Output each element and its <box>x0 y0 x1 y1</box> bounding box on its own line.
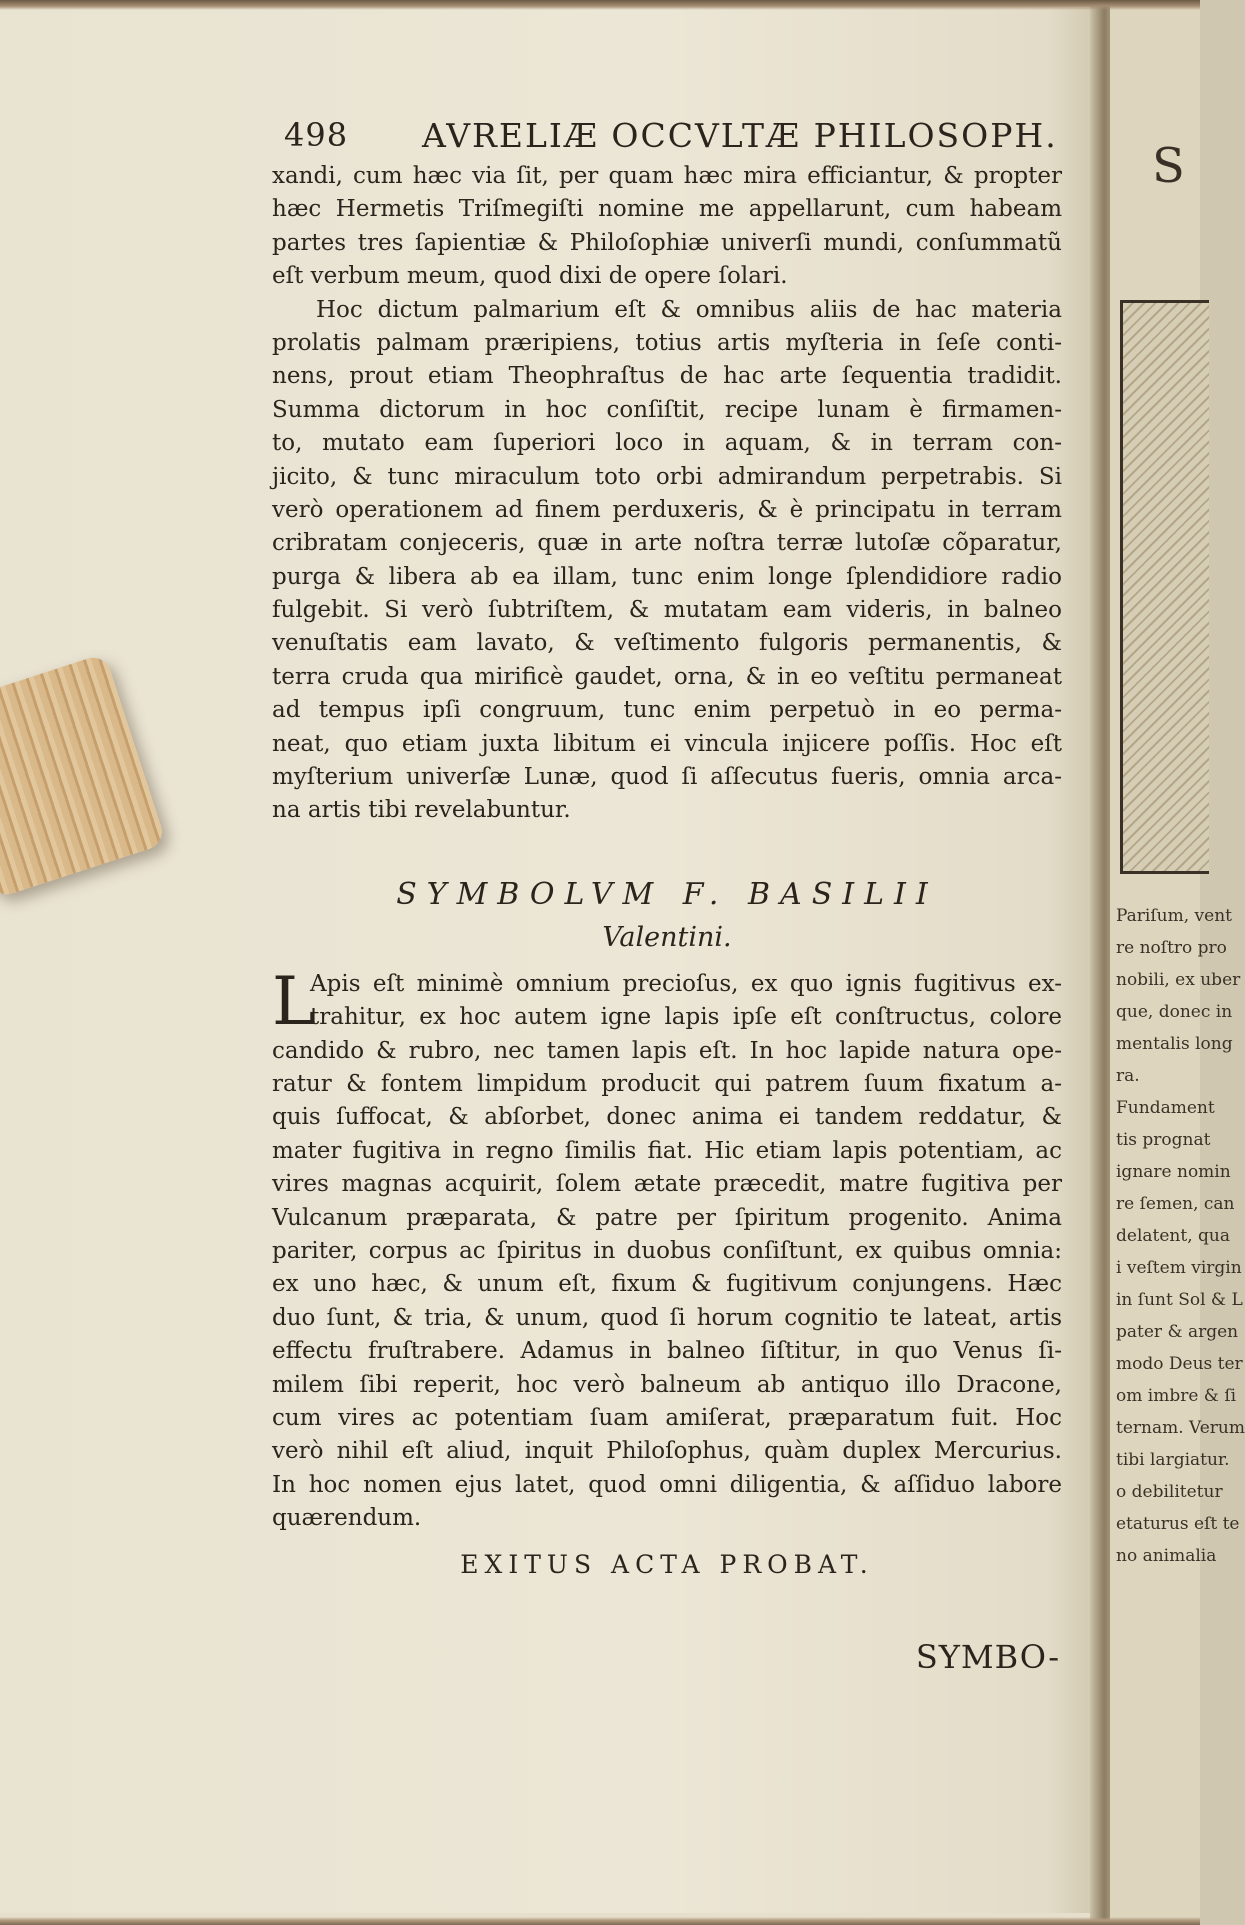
facing-line: ra. <box>1116 1066 1140 1086</box>
text-line: milem ſibi reperit, hoc verò balneum ab antiquo illo Dracone, <box>272 1371 1062 1398</box>
text-line: Hoc dictum palmarium eſt & omnibus aliis de hac materia <box>316 296 1062 323</box>
facing-line: om imbre & ſi <box>1116 1386 1237 1406</box>
text-line: vires magnas acquirit, ſolem ætate præcedit, matre fugitiva per <box>272 1171 1062 1198</box>
text-line: mater fugitiva in regno ſimilis fiat. Hic etiam lapis potentiam, ac <box>272 1137 1062 1164</box>
text-line: Summa dictorum in hoc conſiſtit, recipe lunam è firmamen- <box>272 396 1062 423</box>
paragraph-1 <box>272 160 1062 294</box>
paragraph-3 <box>272 962 1062 1536</box>
facing-line: ternam. Verum <box>1116 1418 1245 1438</box>
page-number: 498 <box>284 116 349 154</box>
facing-line: no animalia <box>1116 1546 1217 1566</box>
facing-text <box>1116 900 1245 1572</box>
text-line: verò operationem ad finem perduxeris, & è principatu in terram <box>272 496 1062 523</box>
brush-bristles <box>0 653 166 899</box>
facing-line: nobili, ex uber <box>1116 970 1241 990</box>
text-line: venuſtatis eam lavato, & veſtimento fulgoris permanentis, & <box>272 630 1062 657</box>
text-line: eſt verbum meum, quod dixi de opere ſolari. <box>272 263 788 290</box>
text-line: effectu fruſtrabere. Adamus in balneo ſiſtitur, in quo Venus ſi- <box>272 1338 1062 1365</box>
text-line: jicito, & tunc miraculum toto orbi admirandum perpetrabis. Si <box>272 463 1062 490</box>
text-line: na artis tibi revelabuntur. <box>272 797 571 824</box>
text-line: nens, prout etiam Theophraſtus de hac arte ſequentia tradidit. <box>272 363 1062 390</box>
section-heading: SYMBOLVM F. BASILII <box>396 876 938 912</box>
text-line: hæc Hermetis Triſmegiſti nomine me appellarunt, cum habeam <box>272 196 1062 223</box>
section-subheading: Valentini. <box>602 921 732 953</box>
text-line: myſterium univerſæ Lunæ, quod ſi aſſecutus fueris, omnia arca- <box>272 764 1062 791</box>
text-line: prolatis palmam præripiens, totius artis myſteria in ſeſe conti- <box>272 329 1062 356</box>
text-line: quis ſuffocat, & abſorbet, donec anima ei tandem reddatur, & <box>272 1104 1062 1131</box>
text-line: cum vires ac potentiam ſuam amiſerat, præparatum fuit. Hoc <box>272 1404 1062 1431</box>
left-page <box>0 8 1102 1913</box>
text-line: terra cruda qua mirificè gaudet, orna, & in eo veſtitu permaneat <box>272 663 1062 690</box>
closing-motto: EXITUS ACTA PROBAT. <box>460 1550 874 1580</box>
facing-running-head: S <box>1152 138 1189 194</box>
drop-cap: L <box>272 962 316 1040</box>
text-line: candido & rubro, nec tamen lapis eſt. In hoc lapide natura ope- <box>272 1037 1062 1064</box>
facing-line: Pariſum, vent <box>1116 906 1232 926</box>
top-page-edge <box>0 0 1200 10</box>
page-header: AVRELIÆ OCCVLTÆ PHILOSOPH. <box>422 116 1058 155</box>
text-line: purga & libera ab ea illam, tunc enim longe ſplendidiore radio <box>272 563 1062 590</box>
text-line: Vulcanum præparata, & patre per ſpiritum progenito. Anima <box>272 1204 1062 1231</box>
facing-page <box>1110 0 1245 1925</box>
text-line: xandi, cum hæc via ſit, per quam hæc mira efficiantur, & propter <box>272 163 1062 189</box>
text-line: partes tres ſapientiæ & Philoſophiæ univerſi mundi, conſummatũ <box>272 229 1062 256</box>
catchword: SYMBO- <box>915 1638 1060 1676</box>
text-line: verò nihil eſt aliud, inquit Philoſophus, quàm duplex Mercurius. <box>272 1438 1062 1465</box>
facing-line: ignare nomin <box>1116 1162 1231 1182</box>
facing-line: tibi largiatur. <box>1116 1450 1230 1470</box>
text-block <box>272 116 1062 1676</box>
text-line: trahitur, ex hoc autem igne lapis ipſe eſt conſtructus, colore <box>310 1004 1062 1031</box>
facing-line: re noſtro pro <box>1116 938 1227 958</box>
text-line: duo ſunt, & tria, & unum, quod ſi horum cognitio te lateat, artis <box>272 1304 1062 1331</box>
woodcut-illustration <box>1120 300 1209 874</box>
text-line: fulgebit. Si verò ſubtriſtem, & mutatam eam videris, in balneo <box>272 597 1062 624</box>
facing-line: mentalis long <box>1116 1034 1233 1054</box>
facing-line: re ſemen, can <box>1116 1194 1235 1214</box>
facing-line: o debilitetur <box>1116 1482 1223 1502</box>
facing-line: modo Deus ter <box>1116 1354 1243 1374</box>
facing-line: in ſunt Sol & L <box>1116 1290 1243 1310</box>
facing-line: que, donec in <box>1116 1002 1233 1022</box>
text-line: to, mutato eam ſuperiori loco in aquam, & in terram con- <box>272 430 1062 457</box>
paragraph-2 <box>272 294 1062 828</box>
facing-line: i veſtem virgin <box>1116 1258 1242 1278</box>
text-line: cribratam conjeceris, quæ in arte noſtra terræ lutoſæ cõparatur, <box>272 530 1062 557</box>
text-line: ad tempus ipſi congruum, tunc enim perpetuò in eo perma- <box>272 697 1062 724</box>
text-line: ratur & fontem limpidum producit qui patrem ſuum fixatum a- <box>272 1070 1062 1097</box>
text-line: pariter, corpus ac ſpiritus in duobus conſiſtunt, ex quibus omnia: <box>272 1237 1062 1264</box>
facing-line: delatent, qua <box>1116 1226 1230 1246</box>
text-line: neat, quo etiam juxta libitum ei vincula injicere poſſis. Hoc eſt <box>272 730 1062 757</box>
facing-line: etaturus eſt te <box>1116 1514 1240 1534</box>
facing-line: tis prognat <box>1116 1130 1211 1150</box>
bottom-page-edge <box>0 1917 1200 1925</box>
text-line: quærendum. <box>272 1505 422 1532</box>
running-head <box>272 116 1062 160</box>
text-line: Apis eſt minimè omnium precioſus, ex quo ignis fugitivus ex- <box>310 970 1062 997</box>
text-line: In hoc nomen ejus latet, quod omni diligentia, & aſſiduo labore <box>272 1471 1062 1498</box>
facing-line: Fundament <box>1116 1098 1215 1118</box>
text-line: ex uno hæc, & unum eſt, fixum & fugitivum conjungens. Hæc <box>272 1271 1062 1298</box>
facing-line: pater & argen <box>1116 1322 1239 1342</box>
